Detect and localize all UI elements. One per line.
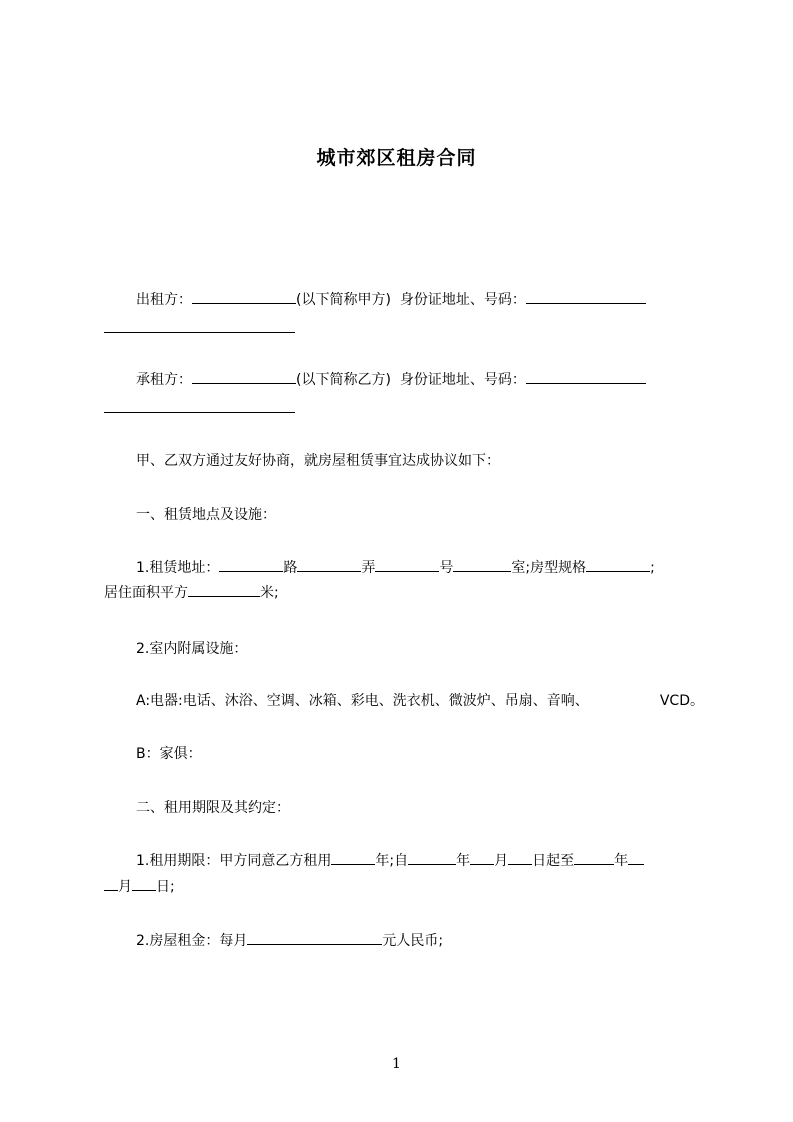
lessee-id-label: 身份证地址、号码： [399,372,526,388]
area-label: 居住面积平方 [104,585,188,601]
section2-item1 [104,848,704,874]
section1-item1-area [104,580,704,606]
lessee-line-2 [104,396,704,422]
road-label: 路 [283,560,298,576]
number-label: 号 [439,560,454,576]
area-blank [188,582,260,597]
start-year-label: 年 [456,853,471,869]
rent-amount-blank [247,930,382,945]
lane-label: 弄 [361,560,376,576]
rent-currency: 元人民币; [382,933,444,949]
term-years-blank [331,850,375,865]
facilities-label: 2.室内附属设施： [136,641,248,657]
lessee-label: 承租方： [136,372,192,388]
page-number: 1 [392,1056,401,1072]
area-suffix: 米; [260,585,279,601]
room-label: 室;房型规格 [511,560,587,576]
rent-label: 2.房屋租金：每月 [136,933,248,949]
lessee-id-blank [526,369,646,384]
section1-heading-text: 一、租赁地点及设施： [136,507,276,523]
appliances-line [104,688,704,714]
lessee-name-blank [192,369,296,384]
lessor-label: 出租方： [136,292,192,308]
furniture-label: B：家俱： [136,746,202,762]
section2-item1-cont [104,874,704,900]
road-blank [219,557,283,572]
room-type-end: ; [650,560,655,576]
appliances-row [104,688,704,714]
end-month-blank-b [104,876,118,891]
intro-text: 甲、乙双方通过友好协商，就房屋租赁事宜达成协议如下： [136,453,500,469]
room-blank [453,557,511,572]
lessor-id-blank-continued [104,318,295,333]
appliances-list [104,688,589,714]
lane-blank [297,557,361,572]
start-year-blank [408,850,456,865]
lessee-note: (以下简称乙方) [296,372,391,388]
end-month-blank-a [628,850,644,865]
term-years-label: 年;自 [375,853,409,869]
lessor-name-blank [192,289,296,304]
lessee-id-blank-continued [104,398,295,413]
number-blank [375,557,439,572]
section2-heading-text: 二、租用期限及其约定： [136,800,290,816]
end-day-label: 日; [156,879,175,895]
appliances-tail: VCD。 [659,693,704,709]
lessor-id-label: 身份证地址、号码： [399,292,526,308]
lessor-note: (以下简称甲方) [296,292,391,308]
room-type-blank [586,557,650,572]
lessor-id-blank [526,289,646,304]
start-day-blank [508,850,532,865]
intro-paragraph [104,448,704,474]
end-year-label: 年 [614,853,629,869]
start-day-label: 日起至 [532,853,575,869]
section2-heading [104,795,704,821]
term-label: 1.租用期限：甲方同意乙方租用 [136,853,332,869]
section1-item2 [104,636,704,662]
section1-heading [104,502,704,528]
appliances-label: A:电器: [136,693,183,709]
lessor-line-2 [104,316,704,342]
furniture-line [104,741,704,767]
lessor-line [104,287,704,313]
start-month-blank [470,850,494,865]
end-month-label: 月 [118,879,132,895]
section1-item1 [104,555,704,581]
end-day-blank [132,876,156,891]
appliances-items: 电话、沐浴、空调、冰箱、彩电、洗衣机、微波炉、吊扇、音响、 [182,693,589,709]
rental-address-label: 1.租赁地址： [136,560,220,576]
lessee-line [104,367,704,393]
section2-item2 [104,928,704,954]
end-year-blank [574,850,614,865]
document-title: 城市郊区租房合同 [316,147,477,169]
start-month-label: 月 [494,853,509,869]
